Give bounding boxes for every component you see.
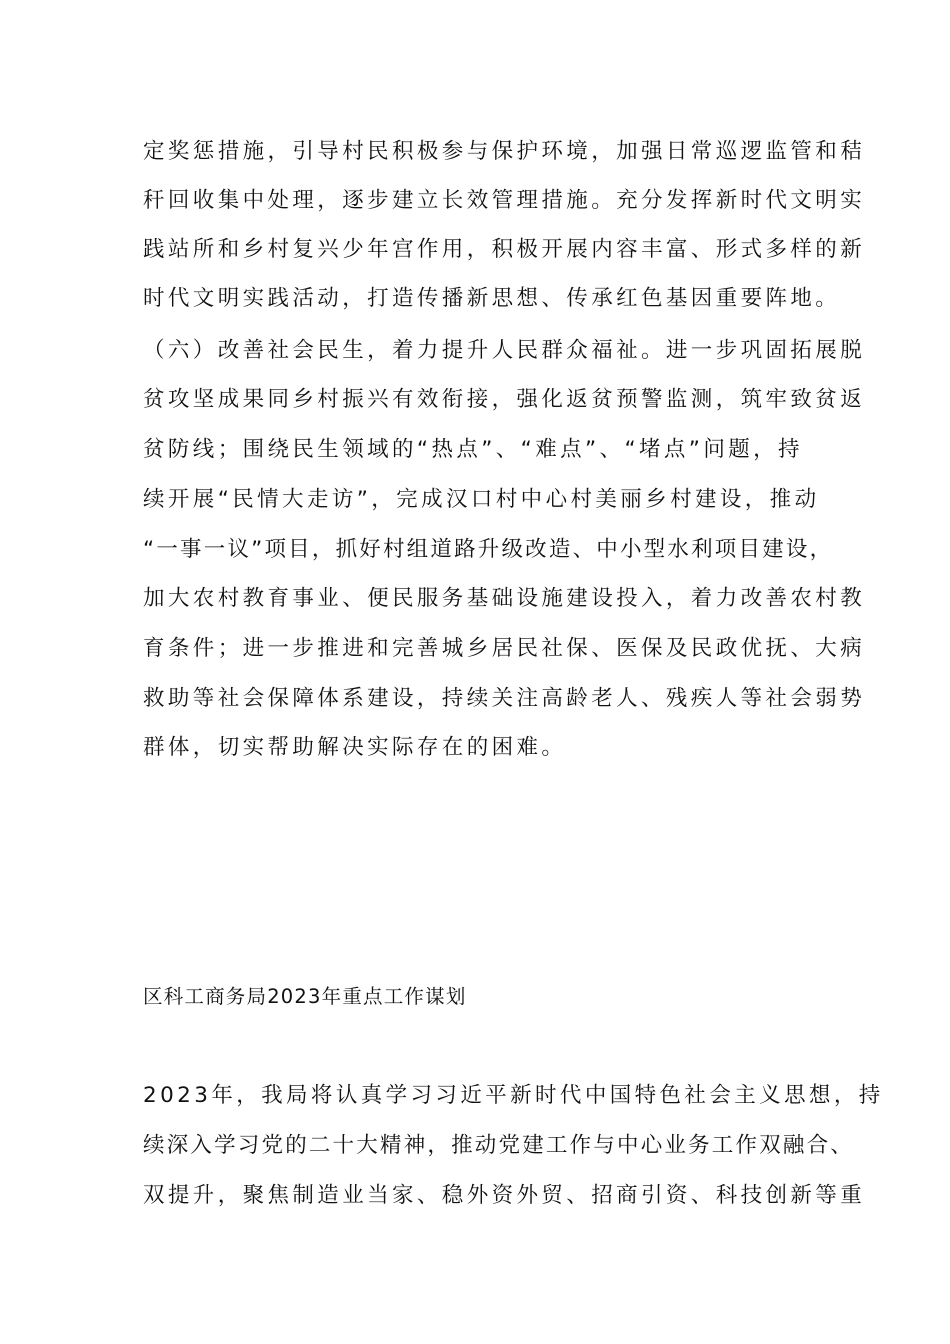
text-line: 2023年，我局将认真学习习近平新时代中国特色社会主义思想，持 bbox=[143, 1083, 884, 1108]
text-line: 秆回收集中处理，逐步建立长效管理措施。充分发挥新时代文明实 bbox=[143, 188, 866, 213]
text-line: （六）改善社会民生，着力提升人民群众福祉。进一步巩固拓展脱 bbox=[143, 338, 866, 363]
text-line: “一事一议”项目，抓好村组道路升级改造、中小型水利项目建设， bbox=[143, 537, 834, 562]
text-line: 群体，切实帮助解决实际存在的困难。 bbox=[143, 735, 567, 760]
text-line: 双提升，聚焦制造业当家、稳外资外贸、招商引资、科技创新等重 bbox=[143, 1183, 866, 1208]
text-line: 加大农村教育事业、便民服务基础设施建设投入，着力改善农村教 bbox=[143, 586, 866, 611]
text-line: 续开展“民情大走访”，完成汉口村中心村美丽乡村建设，推动 bbox=[143, 487, 820, 512]
document-title: 区科工商务局2023年重点工作谋划 bbox=[143, 985, 467, 1008]
text-line: 育条件；进一步推进和完善城乡居民社保、医保及民政优抚、大病 bbox=[143, 636, 866, 661]
text-line: 践站所和乡村复兴少年宫作用，积极开展内容丰富、形式多样的新 bbox=[143, 237, 866, 262]
text-line: 救助等社会保障体系建设，持续关注高龄老人、残疾人等社会弱势 bbox=[143, 686, 866, 711]
text-line: 时代文明实践活动，打造传播新思想、传承红色基因重要阵地。 bbox=[143, 286, 841, 311]
text-line: 贫防线；围绕民生领域的“热点”、“难点”、“堵点”问题，持 bbox=[143, 437, 803, 462]
text-line: 贫攻坚成果同乡村振兴有效衔接，强化返贫预警监测，筑牢致贫返 bbox=[143, 387, 866, 412]
text-line: 定奖惩措施，引导村民积极参与保护环境，加强日常巡逻监管和秸 bbox=[143, 139, 866, 164]
text-line: 续深入学习党的二十大精神，推动党建工作与中心业务工作双融合、 bbox=[143, 1133, 855, 1158]
